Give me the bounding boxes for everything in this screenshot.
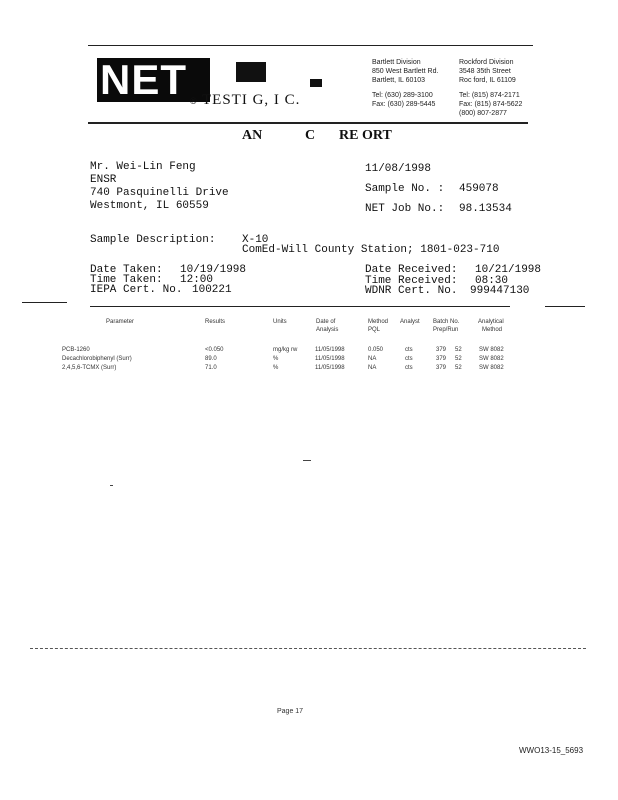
wdnr-cert-value: 999447130	[470, 285, 530, 297]
cell-units: %	[273, 356, 279, 362]
col-header-method-pql	[368, 318, 388, 334]
iepa-cert-value: 100221	[192, 284, 232, 296]
report-date: 11/08/1998	[365, 163, 432, 175]
cell-run: 52	[455, 347, 462, 353]
cell-units: %	[273, 365, 279, 371]
job-no-label: NET Job No.:	[365, 203, 445, 215]
sample-no-value: 459078	[459, 183, 499, 195]
date-taken-value: 10/19/1998	[180, 264, 247, 276]
bottom-dashed-rule	[30, 648, 586, 649]
col-header-units: Units	[273, 319, 287, 325]
col-header-batch-no	[433, 318, 459, 334]
col-header-date-of-analysis	[316, 318, 338, 334]
sample-description-line-1: X-10	[242, 234, 269, 246]
cell-analyst: cts	[405, 347, 413, 353]
document-id: WWO13-15_5693	[519, 746, 584, 755]
report-title-part-2: C	[305, 128, 316, 143]
cell-prep: 379	[436, 356, 447, 362]
page-number: Page 17	[277, 708, 304, 715]
address-line: (800) 807-2877	[459, 110, 507, 117]
cell-parameter: PCB-1260	[62, 347, 90, 353]
col-header-analytical-method	[478, 318, 504, 334]
cell-parameter: Decachlorobiphenyl (Surr)	[62, 356, 132, 362]
header-line: Prep/Run	[433, 327, 459, 333]
address-line: Bartlett, IL 60103	[372, 77, 426, 84]
header-rule	[88, 122, 528, 124]
client-name: Mr. Wei-Lin Feng	[90, 161, 196, 173]
logo-mark-graphic	[310, 79, 322, 87]
cell-pql: NA	[368, 356, 377, 362]
col-header-analyst: Analyst	[400, 319, 420, 325]
cell-prep: 379	[436, 347, 447, 353]
table-top-rule-left	[22, 302, 67, 303]
cell-pql: NA	[368, 365, 377, 371]
job-no-value: 98.13534	[459, 203, 512, 215]
header-line: Date of	[316, 319, 336, 325]
cell-analyst: cts	[405, 365, 413, 371]
address-line: Bartlett Division	[372, 59, 421, 66]
header-line: Analysis	[316, 327, 339, 333]
time-received-value: 08:30	[475, 275, 509, 287]
cell-date: 11/05/1998	[315, 356, 345, 362]
cell-run: 52	[455, 356, 462, 362]
header-line: Batch No.	[433, 319, 460, 325]
address-line: Tel: (630) 289-3100	[372, 92, 433, 99]
table-row	[62, 355, 532, 364]
time-taken-value: 12:00	[180, 274, 214, 286]
company-name: TESTI G, I C.	[202, 92, 301, 108]
sample-description-label: Sample Description:	[90, 234, 216, 246]
cell-method: SW 8082	[479, 356, 504, 362]
header-line: PQL	[368, 327, 381, 333]
address-line: Roc ford, IL 61109	[459, 77, 516, 84]
date-received-label: Date Received:	[365, 264, 458, 276]
sample-description-line-2: ComEd-Will County Station; 1801-023-710	[242, 244, 500, 256]
table-top-rule-right	[545, 306, 585, 307]
col-header-parameter: Parameter	[106, 319, 135, 325]
scan-mark	[110, 485, 113, 486]
net-logo: NET	[97, 58, 210, 102]
header-line: Analytical	[478, 319, 504, 325]
cell-results: <0.050	[205, 347, 224, 353]
date-taken-label: Date Taken:	[90, 264, 163, 276]
table-row	[62, 364, 532, 373]
cell-run: 52	[455, 365, 462, 371]
iepa-cert-label: IEPA Cert. No.	[90, 284, 183, 296]
address-line: Tel: (815) 874-2171	[459, 92, 520, 99]
header-line: Method	[482, 327, 503, 333]
time-taken-label: Time Taken:	[90, 274, 163, 286]
client-city: Westmont, IL 60559	[90, 200, 209, 212]
client-company: ENSR	[90, 174, 117, 186]
rockford-address	[459, 58, 547, 118]
cell-method: SW 8082	[479, 347, 504, 353]
registered-mark-icon: ®	[190, 96, 197, 106]
bartlett-address	[372, 58, 460, 109]
cell-date: 11/05/1998	[315, 347, 345, 353]
cell-parameter: 2,4,5,6-TCMX (Surr)	[62, 365, 117, 371]
cell-results: 71.0	[205, 365, 217, 371]
client-street: 740 Pasquinelli Drive	[90, 187, 229, 199]
col-header-results: Results	[205, 319, 226, 325]
address-line: Rockford Division	[459, 59, 514, 66]
table-row	[62, 346, 532, 355]
cell-results: 89.0	[205, 356, 217, 362]
cell-pql: 0.050	[368, 347, 384, 353]
client-address	[90, 161, 229, 213]
header-line: Method	[368, 319, 389, 325]
address-line: 850 West Bartlett Rd.	[372, 68, 439, 75]
address-line: Fax: (815) 874-5622	[459, 101, 523, 108]
report-title-part-3: RE ORT	[339, 128, 392, 143]
address-line: Fax: (630) 289-5445	[372, 101, 436, 108]
wdnr-cert-label: WDNR Cert. No.	[365, 285, 458, 297]
date-received-value: 10/21/1998	[475, 264, 542, 276]
logo-smudge-graphic	[236, 62, 266, 82]
cell-units: mg/kg rw	[273, 347, 298, 353]
address-line: 3548 35th Street	[459, 68, 511, 75]
cell-prep: 379	[436, 365, 447, 371]
table-top-rule	[90, 306, 510, 307]
report-title-part-1: AN	[242, 128, 263, 143]
cell-analyst: cts	[405, 356, 413, 362]
cell-date: 11/05/1998	[315, 365, 345, 371]
cell-method: SW 8082	[479, 365, 504, 371]
top-rule	[88, 45, 533, 46]
sample-no-label: Sample No. :	[365, 183, 445, 195]
time-received-label: Time Received:	[365, 275, 458, 287]
scan-mark	[303, 460, 311, 461]
